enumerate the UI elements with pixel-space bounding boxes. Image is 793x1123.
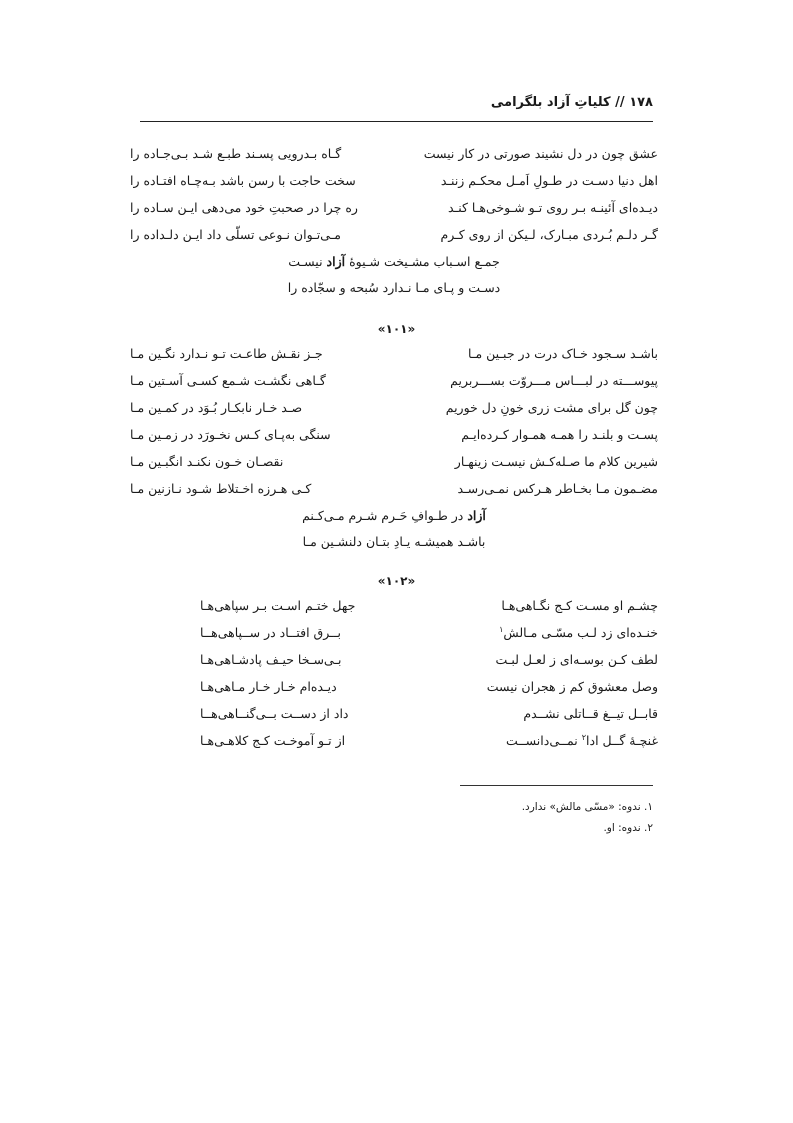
- couplet: [200, 679, 658, 706]
- couplet: [130, 200, 658, 227]
- book-title: کلیاتِ آزاد بلگرامی: [490, 95, 611, 110]
- couplet: [130, 227, 658, 254]
- hemistich-second: جهل ختـم اسـت بـر سپاهی‌هـا: [200, 598, 356, 613]
- hemistich-first: لطف کـن بوسـه‌ای ز لعـل لبـت: [495, 652, 658, 667]
- hemistich-second: گـاه بـدرویی پسـند طبـع شـد بـی‌جـاده را: [130, 146, 342, 161]
- hemistich-second: سخت حاجت با رسن باشد بـه‌چـاه افتـاده را: [130, 173, 356, 188]
- couplet: [130, 481, 658, 508]
- poem-101: [130, 346, 658, 560]
- closing-line: دسـت و پـای مـا نـدارد سُبحه و سجّاده را: [287, 280, 501, 295]
- footnote-marker: ۱: [499, 625, 504, 634]
- couplet: [130, 346, 658, 373]
- hemistich-first: چشـم او مسـت کـج نگـاهی‌هـا: [501, 598, 658, 613]
- hemistich-second: سنگی به‌پـای کـس نخـورَد در زمـین مـا: [130, 427, 331, 442]
- hemistich-second: دیـده‌ام خـار خـار مـاهی‌هـا: [200, 679, 337, 694]
- footnote: ۱. ندوه: «مسّی مالش» ندارد.: [521, 801, 653, 813]
- closing-line: آزاد در طـوافِ حَـرم شـرم مـی‌کـنم: [302, 508, 486, 523]
- page-number: ۱۷۸: [629, 95, 653, 110]
- hemistich-first: غنچـهٔ گــل ادا$^۲$ نمــی‌دانســت: [506, 733, 658, 749]
- couplet: [200, 706, 658, 733]
- couplet: [130, 427, 658, 454]
- poem-1: [130, 146, 658, 306]
- hemistich-second: داد از دســت بــی‌گنــاهی‌هــا: [200, 706, 349, 721]
- hemistich-second: بـی‌سـخا حیـف پادشـاهی‌هـا: [200, 652, 342, 667]
- couplet: [130, 173, 658, 200]
- closing-line: جمـع اسـباب مشـیخت شـیوهٔ آزاد نیسـت: [288, 254, 500, 269]
- hemistich-second: از تـو آموخـت کـج کلاهـی‌هـا: [200, 733, 346, 748]
- hemistich-first: باشـد سـجود خـاک درت در جبـین مـا: [467, 346, 658, 361]
- hemistich-second: نقصـان خـون نکنـد انگبـین مـا: [130, 454, 284, 469]
- hemistich-first: عشق چون در دل نشیند صورتی در کار نیست: [423, 146, 658, 161]
- couplet: [200, 652, 658, 679]
- couplet: [200, 598, 658, 625]
- footnote: ۲. ندوه: او.: [603, 822, 653, 834]
- hemistich-second: جـز نقـش طاعـت تـو نـدارد نگـین مـا: [130, 346, 323, 361]
- hemistich-first: دیـده‌ای آئینـه بـر روی تـو شـوخی‌هـا کنـد: [447, 200, 658, 215]
- hemistich-first: پسـت و بلنـد را همـه همـوار کـرده‌ایـم: [461, 427, 658, 442]
- header-separator: //: [615, 95, 625, 110]
- couplet: [200, 733, 658, 760]
- running-header: [140, 95, 653, 117]
- hemistich-second: مـی‌تـوان نـوعی تسلّی داد ایـن دلـداده را: [130, 227, 341, 242]
- header-divider: [140, 121, 653, 122]
- hemistich-first: قابــل تیــغ قــاتلی نشــدم: [523, 706, 658, 721]
- poem-number: «۱۰۱»: [377, 322, 416, 336]
- footnote-marker: ۲: [581, 733, 587, 742]
- hemistich-second: صـد خـار نابکـار بُـوَد در کمـین مـا: [130, 400, 303, 415]
- hemistich-first: شیرین کلام ما صـله‌کـش نیسـت زینهـار: [454, 454, 658, 469]
- hemistich-second: گـاهی نگشـت شـمع کسـی آسـتین مـا: [130, 373, 326, 388]
- hemistich-first: اهل دنیا دسـت در طـولِ اَمـل محکـم زننـد: [440, 173, 658, 188]
- poem-102: [200, 598, 658, 760]
- closing-line: باشـد همیشـه یـادِ بتـان دلنشـین مـا: [302, 534, 486, 549]
- hemistich-first: گـر دلـم بُـردی مبـارک، لـیکن از روی کـرم: [440, 227, 658, 242]
- hemistich-second: کـی هـرزه اخـتلاط شـود نـازنین مـا: [130, 481, 312, 496]
- couplet: [130, 146, 658, 173]
- couplet: [200, 625, 658, 652]
- hemistich-first: پیوســـته در لبـــاس مـــروّت بســـربریم: [450, 373, 658, 388]
- hemistich-second: ره چرا در صحبتِ خود می‌دهی ایـن سـاده را: [130, 200, 358, 215]
- hemistich-first: چون گل برای مشت زری خونِ دل خوریم: [445, 400, 658, 415]
- couplet: [130, 454, 658, 481]
- poet-name: آزاد: [326, 254, 346, 269]
- couplet: [130, 400, 658, 427]
- poet-name: آزاد: [467, 508, 486, 523]
- couplet: [130, 373, 658, 400]
- hemistich-second: بــرق افتــاد در ســپاهی‌هــا: [200, 625, 341, 640]
- hemistich-first: وصل معشوق کم ز هجران نیست: [486, 679, 658, 694]
- footnote-divider: [460, 785, 653, 786]
- poem-number: «۱۰۲»: [377, 574, 416, 588]
- hemistich-first: مضـمون مـا بخـاطر هـرکس نمـی‌رسـد: [457, 481, 658, 496]
- hemistich-first: خنـده‌ای زد لـب مسّـی مـالش$^۱$: [499, 625, 658, 641]
